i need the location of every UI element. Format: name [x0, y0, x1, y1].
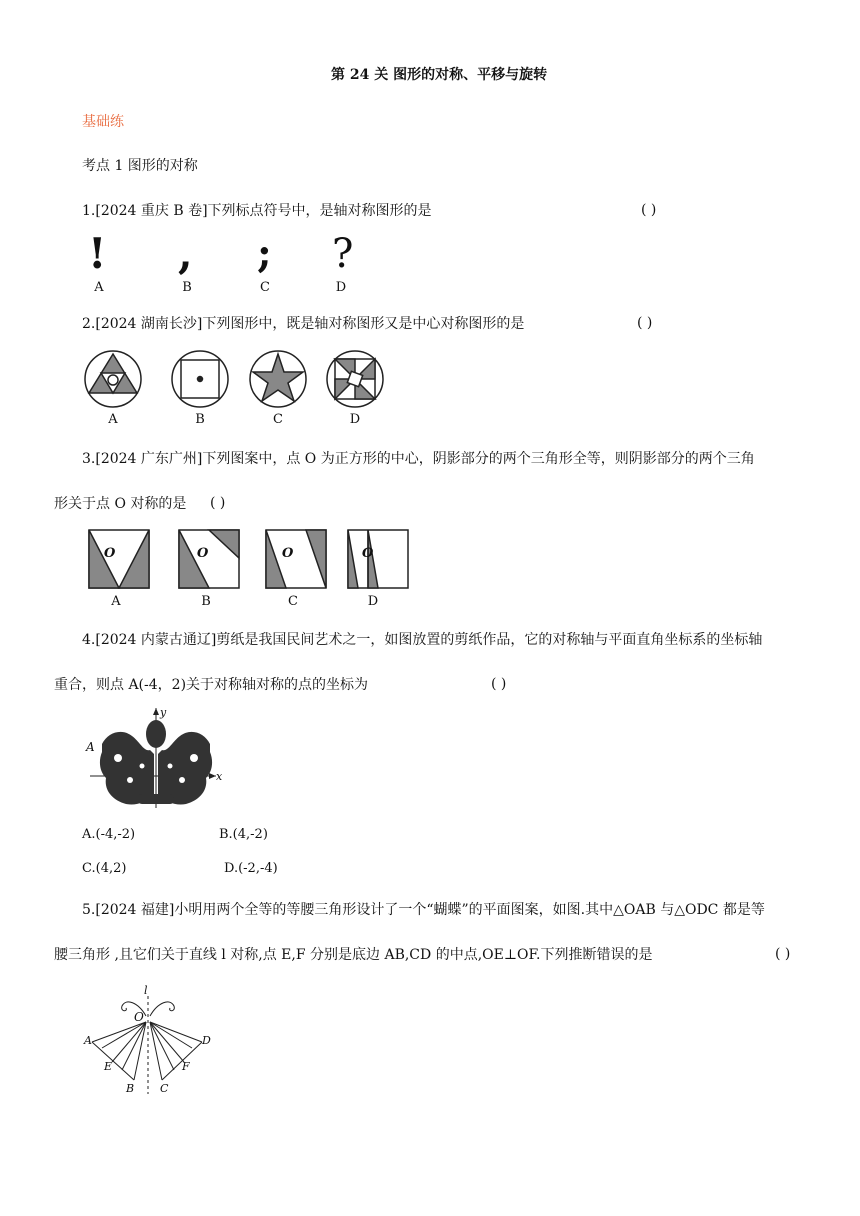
- question-4-option-c: C.(4,2): [82, 861, 127, 876]
- center-label-a: O: [104, 546, 116, 561]
- question-5-text-line-2: 腰三角形 ,且它们关于直线 l 对称,点 E,F 分别是底边 AB,CD 的中点,OE⊥OF.下列推断错误的是: [54, 947, 653, 963]
- center-label-d: O: [362, 546, 374, 561]
- option-label-d: D: [349, 412, 361, 427]
- question-4-option-d: D.(-2,-4): [224, 861, 278, 876]
- question-2-answer-blank: ( ): [637, 315, 653, 331]
- square-c: [266, 530, 326, 588]
- option-label-c: C: [260, 280, 270, 295]
- exclamation-symbol: !: [88, 229, 107, 278]
- option-label-d: D: [367, 594, 379, 609]
- question-4-option-a: A.(-4,-2): [82, 827, 136, 842]
- question-1-figure: [82, 229, 382, 298]
- shape-c: [250, 351, 306, 407]
- square-b: [179, 530, 239, 588]
- square-a: [89, 530, 149, 588]
- shape-a: [85, 351, 141, 407]
- butterfly-diagram: [82, 984, 222, 1099]
- question-2-text: 2.[2024 湖南长沙]下列图形中，既是轴对称图形又是中心对称图形的是: [82, 316, 525, 332]
- page-title: 第 24 关 图形的对称、平移与旋转: [331, 67, 548, 83]
- question-3-text-line-1: 3.[2024 广东广州]下列图案中，点 O 为正方形的中心，阴影部分的两个三角形全等，则阴影部分的两个三角: [82, 451, 755, 467]
- semicolon-symbol: ;: [257, 230, 272, 277]
- option-label-b: B: [182, 280, 192, 295]
- option-label-d: D: [335, 280, 347, 295]
- question-4-text-line-2: 重合，则点 A(-4，2)关于对称轴对称的点的坐标为: [54, 677, 369, 693]
- option-label-a: A: [94, 280, 104, 295]
- y-axis-label: y: [160, 706, 167, 719]
- point-f-label: F: [182, 1060, 190, 1073]
- point-a-label: A: [86, 740, 95, 754]
- option-label-c: C: [273, 412, 283, 427]
- question-5-text-line-1: 5.[2024 福建]小明用两个全等的等腰三角形设计了一个“蝴蝶”的平面图案，如图.其中△OAB 与△ODC 都是等: [82, 902, 765, 918]
- option-label-a: A: [108, 412, 118, 427]
- point-o-label: O: [134, 1010, 144, 1024]
- question-4-text-line-1: 4.[2024 内蒙古通辽]剪纸是我国民间艺术之一，如图放置的剪纸作品，它的对称轴与平面直角坐标系的坐标轴: [82, 632, 763, 648]
- comma-symbol: ,: [178, 229, 193, 278]
- center-label-c: O: [282, 546, 294, 561]
- shape-d: [327, 351, 383, 407]
- question-3-text-line-2: 形关于点 O 对称的是: [54, 496, 187, 512]
- point-c-label: C: [160, 1082, 169, 1095]
- question-symbol: ?: [332, 231, 354, 277]
- question-5-answer-blank: ( ): [775, 946, 791, 962]
- shape-b: [172, 351, 228, 407]
- question-3-figure: [82, 528, 412, 612]
- option-label-c: C: [288, 594, 298, 609]
- option-label-b: B: [201, 594, 211, 609]
- question-4-option-b: B.(4,-2): [219, 827, 268, 842]
- option-label-a: A: [111, 594, 121, 609]
- point-heading: 考点 1 图形的对称: [82, 158, 198, 174]
- papercut-coordinate-plot: [82, 706, 232, 810]
- point-a-label: A: [84, 1034, 92, 1047]
- question-4-answer-blank: ( ): [491, 676, 507, 692]
- question-2-figure: [82, 348, 392, 432]
- question-1-text: 1.[2024 重庆 B 卷]下列标点符号中，是轴对称图形的是: [82, 203, 432, 219]
- section-label: 基础练: [82, 114, 124, 130]
- line-l-label: l: [144, 984, 148, 997]
- question-3-answer-blank: ( ): [210, 495, 226, 511]
- question-5-figure: [82, 984, 222, 1099]
- point-b-label: B: [126, 1082, 135, 1095]
- x-axis-label: x: [216, 770, 223, 783]
- point-e-label: E: [104, 1060, 113, 1073]
- point-d-label: D: [202, 1034, 211, 1047]
- square-d: [348, 530, 408, 588]
- option-label-b: B: [195, 412, 205, 427]
- question-4-figure: [82, 706, 232, 810]
- question-2-shapes: [82, 348, 392, 414]
- question-1-answer-blank: ( ): [641, 202, 657, 218]
- center-label-b: O: [197, 546, 209, 561]
